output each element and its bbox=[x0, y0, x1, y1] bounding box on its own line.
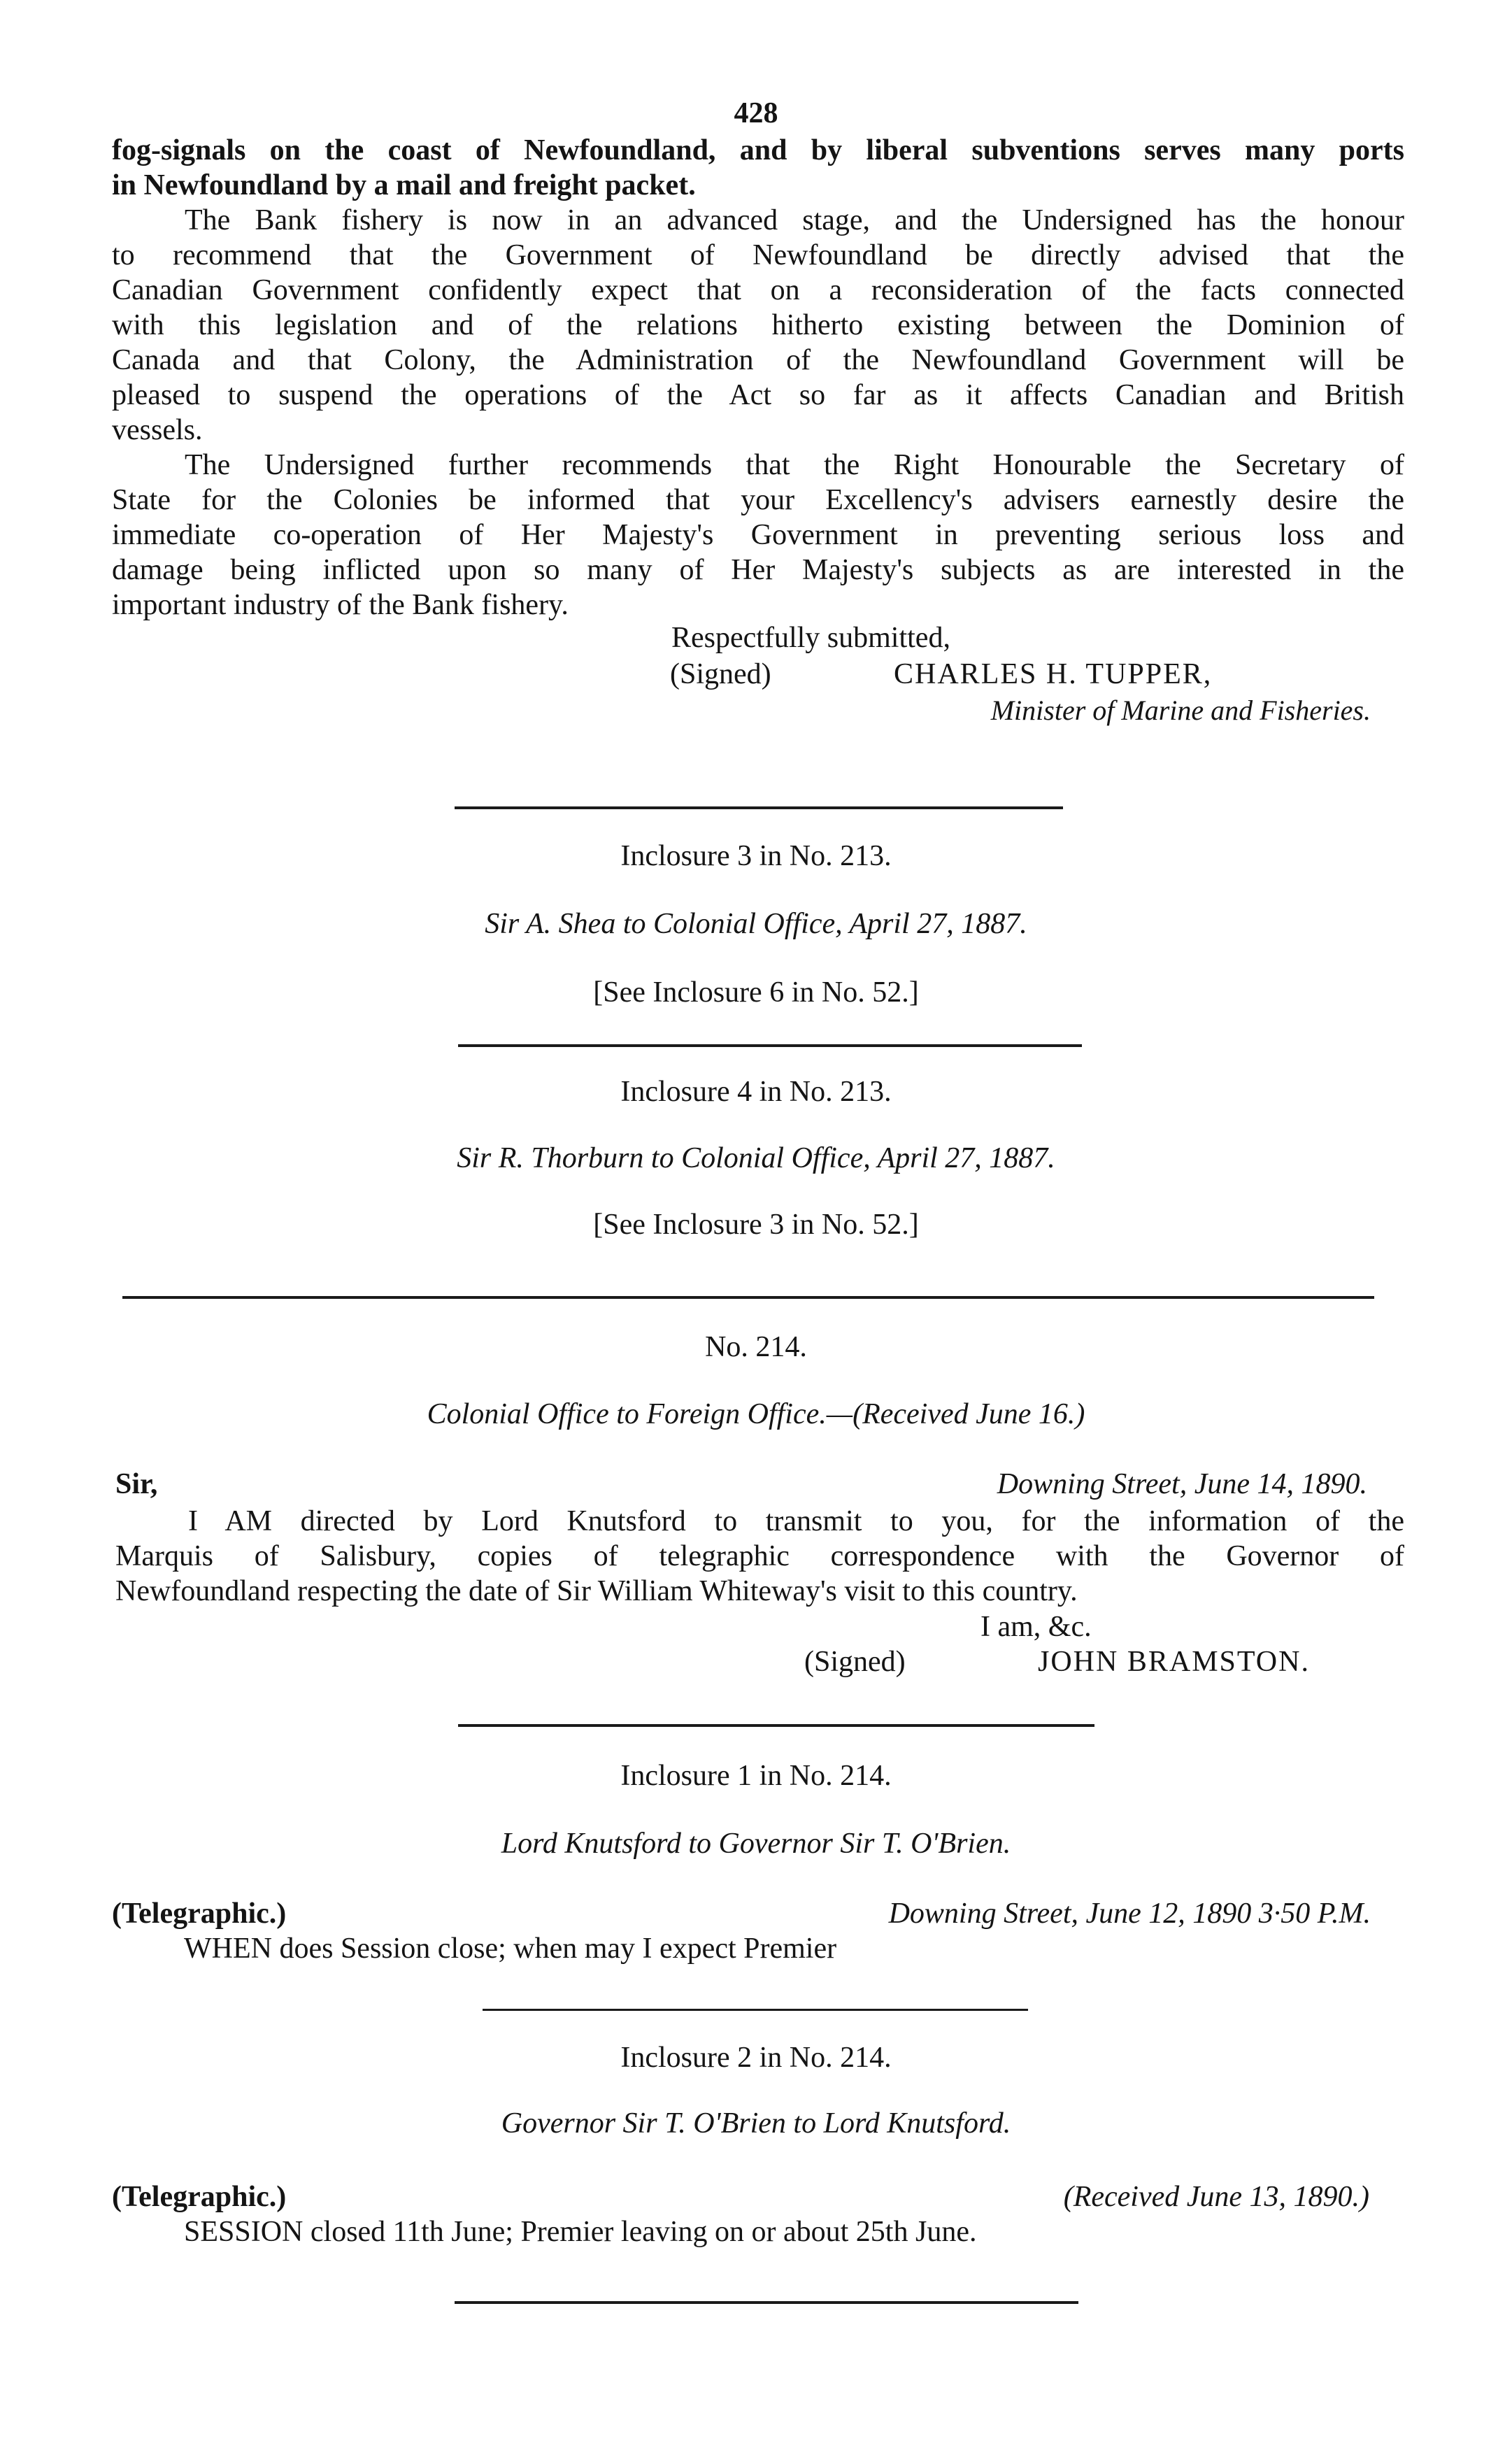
intro-line: fog-signals on the coast of Newfoundland, and by liberal subventions serves many ports bbox=[112, 134, 1404, 166]
no214-closing: I am, &c. bbox=[980, 1611, 1092, 1643]
intro-line: pleased to suspend the operations of the Act so far as it affects Canadian and British bbox=[112, 379, 1404, 411]
section-divider bbox=[122, 1296, 1374, 1299]
intro-signed-label: (Signed) bbox=[670, 658, 771, 690]
intro-line: to recommend that the Government of Newfoundland be directly advised that the bbox=[112, 239, 1404, 271]
intro-body bbox=[112, 133, 1404, 622]
inclosure2-214-type: (Telegraphic.) bbox=[112, 2181, 287, 2213]
inclosure4-note: [See Inclosure 3 in No. 52.] bbox=[593, 1209, 919, 1241]
intro-line: with this legislation and of the relations hitherto existing between the Dominion of bbox=[112, 309, 1404, 341]
inclosure1-214-body: WHEN does Session close; when may I expect Premier bbox=[184, 1933, 837, 1965]
inclosure1-214-dateline: Downing Street, June 12, 1890 3·50 P.M. bbox=[888, 1898, 1371, 1930]
no214-body bbox=[115, 1504, 1404, 1609]
intro-line: State for the Colonies be informed that your Excellency's advisers earnestly desire the bbox=[112, 484, 1404, 516]
inclosure3-title: Sir A. Shea to Colonial Office, April 27, 1887. bbox=[485, 908, 1027, 940]
no214-line: Newfoundland respecting the date of Sir William Whiteway's visit to this country. bbox=[115, 1575, 1078, 1607]
intro-line: vessels. bbox=[112, 414, 203, 446]
section-divider bbox=[483, 2009, 1028, 2011]
no214-salutation: Sir, bbox=[115, 1468, 158, 1500]
intro-line: immediate co-operation of Her Majesty's Government in preventing serious loss and bbox=[112, 519, 1404, 551]
inclosure3-heading: Inclosure 3 in No. 213. bbox=[620, 840, 892, 872]
intro-signer-title: Minister of Marine and Fisheries. bbox=[990, 695, 1371, 726]
intro-line: in Newfoundland by a mail and freight packet. bbox=[112, 169, 696, 201]
intro-line: important industry of the Bank fishery. bbox=[112, 589, 569, 621]
no214-signer: JOHN BRAMSTON. bbox=[1038, 1646, 1310, 1678]
intro-line: Canada and that Colony, the Administration of the Newfoundland Government will be bbox=[112, 344, 1404, 376]
page-number: 428 bbox=[734, 97, 778, 129]
inclosure1-214-title: Lord Knutsford to Governor Sir T. O'Brien. bbox=[501, 1828, 1011, 1860]
no214-line: I AM directed by Lord Knutsford to transmit to you, for the information of the bbox=[188, 1505, 1404, 1537]
no214-line: Marquis of Salisbury, copies of telegraphic correspondence with the Governor of bbox=[115, 1540, 1404, 1572]
inclosure2-214-received: (Received June 13, 1890.) bbox=[1063, 2181, 1369, 2213]
intro-line: Canadian Government confidently expect that on a reconsideration of the facts connected bbox=[112, 274, 1404, 306]
inclosure2-214-body: SESSION closed 11th June; Premier leaving on or about 25th June. bbox=[184, 2216, 977, 2248]
section-divider bbox=[455, 806, 1063, 809]
no214-title: Colonial Office to Foreign Office.—(Received June 16.) bbox=[427, 1398, 1085, 1430]
no214-heading: No. 214. bbox=[705, 1331, 807, 1363]
inclosure3-note: [See Inclosure 6 in No. 52.] bbox=[593, 976, 919, 1009]
inclosure2-214-heading: Inclosure 2 in No. 214. bbox=[620, 2042, 892, 2074]
no214-dateline: Downing Street, June 14, 1890. bbox=[997, 1468, 1367, 1500]
intro-signer: CHARLES H. TUPPER, bbox=[894, 658, 1213, 690]
inclosure1-214-type: (Telegraphic.) bbox=[112, 1898, 287, 1930]
inclosure4-heading: Inclosure 4 in No. 213. bbox=[620, 1076, 892, 1108]
intro-line: The Bank fishery is now in an advanced stage, and the Undersigned has the honour bbox=[185, 204, 1404, 236]
section-divider bbox=[458, 1044, 1082, 1047]
no214-signed-label: (Signed) bbox=[804, 1646, 906, 1678]
intro-line: damage being inflicted upon so many of Her Majesty's subjects as are interested in the bbox=[112, 554, 1404, 586]
section-divider bbox=[455, 2301, 1078, 2304]
inclosure4-title: Sir R. Thorburn to Colonial Office, April 27, 1887. bbox=[457, 1142, 1055, 1174]
inclosure2-214-title: Governor Sir T. O'Brien to Lord Knutsford. bbox=[501, 2107, 1011, 2140]
intro-closing: Respectfully submitted, bbox=[671, 622, 950, 654]
intro-line: The Undersigned further recommends that the Right Honourable the Secretary of bbox=[185, 449, 1404, 481]
section-divider bbox=[458, 1724, 1094, 1727]
inclosure1-214-heading: Inclosure 1 in No. 214. bbox=[620, 1760, 892, 1792]
